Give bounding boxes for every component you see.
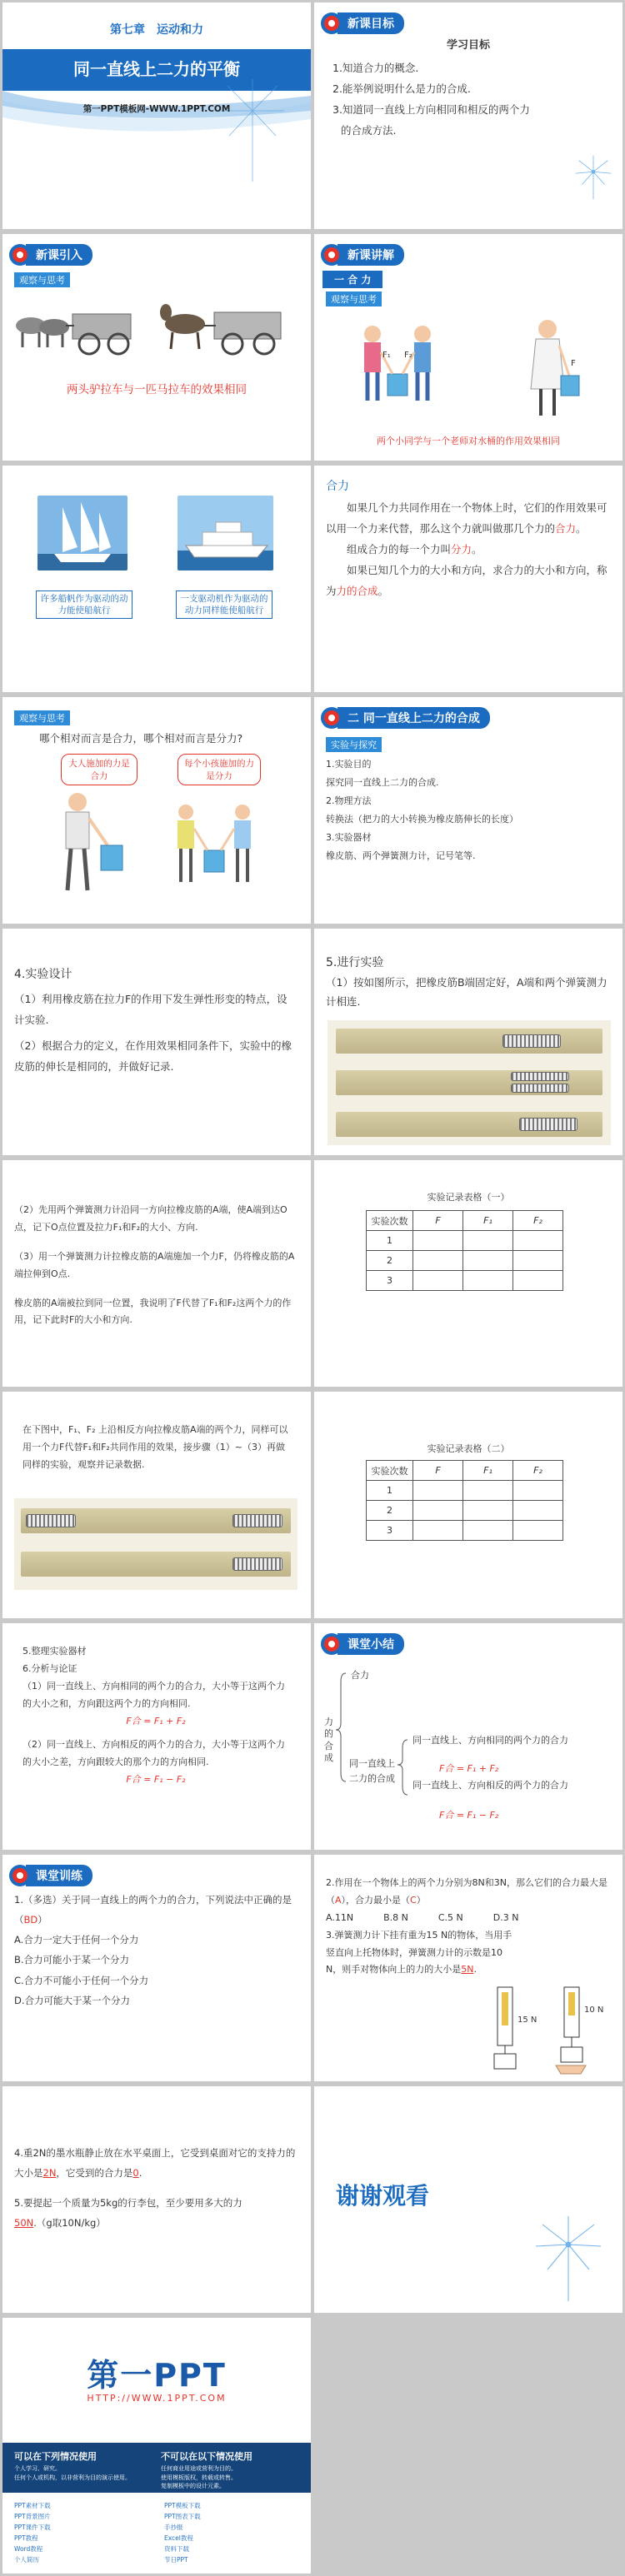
force-label-f2: F₂ xyxy=(404,351,412,360)
spring-scale-diagram xyxy=(481,1984,614,2075)
question-2-options xyxy=(326,1910,609,1927)
header-cell: F xyxy=(413,1211,463,1231)
option: D.3 N xyxy=(492,1911,519,1923)
carrying-water-illustration xyxy=(44,790,286,915)
cruise-ship-photo xyxy=(178,496,273,571)
term-composition: 力的合成 xyxy=(336,585,378,597)
header-cell: F₂ xyxy=(513,1461,563,1481)
answer-2a: A xyxy=(335,1894,342,1906)
formula-difference: F合 = F₁ − F₂ xyxy=(126,1774,186,1786)
slide-exercise-1 xyxy=(2,1855,311,2081)
section-header xyxy=(321,12,622,34)
resource-link[interactable]: PPT教程 xyxy=(14,2534,38,2542)
question-3: 3.弹簧测力计下挂有重为15 N的物体，当用手竖直向上托物体时，弹簧测力计的示数是10 N，则手对物体向上的力的大小是5N. xyxy=(326,1929,512,1976)
answer-3: 5N xyxy=(461,1964,474,1976)
slide-intro xyxy=(2,234,311,461)
section-header xyxy=(321,707,622,729)
summary-leaf-same: 同一直线上、方向相同的两个力的合力 xyxy=(412,1735,568,1746)
which-question: 哪个相对而言是合力，哪个相对而言是分力? xyxy=(39,732,243,745)
header-label: 课堂训练 xyxy=(26,1865,92,1886)
question-1: 1.（多选）关于同一直线上的两个力的合力，下列说法中正确的是（BD） xyxy=(14,1894,292,1926)
opposite-photos xyxy=(14,1498,298,1590)
goal-item: 2.能举例说明什么是力的合成. xyxy=(332,82,471,95)
purpose-text: 探究同一直线上二力的合成. xyxy=(326,777,439,788)
observe-tag: 观察与思考 xyxy=(14,272,70,287)
trial-cell: 3 xyxy=(367,1521,413,1541)
slide-table-1 xyxy=(314,1160,622,1387)
header-label: 课堂小结 xyxy=(338,1633,404,1655)
horse-cart-image xyxy=(160,304,281,354)
answer-4a: 2N xyxy=(42,2167,57,2180)
slide-opposite xyxy=(2,1392,311,1618)
analysis-line: （1）同一直线上、方向相同的两个力的合力，大小等于这两个力的大小之和，方向跟这两个力的方向相同. xyxy=(22,1680,285,1709)
summary-node-composition: 同一直线上二力的合成 xyxy=(349,1758,395,1784)
slide-definition xyxy=(314,466,622,692)
option-a: A.合力一定大于任何一个分力 xyxy=(14,1934,139,1946)
chapter-title: 第七章 运动和力 xyxy=(110,23,203,37)
adult-carrying-image xyxy=(66,793,122,890)
conduct-title: 5.进行实验 xyxy=(326,956,384,969)
target-icon xyxy=(9,244,31,266)
resource-link[interactable]: 资料下载 xyxy=(164,2545,189,2553)
explore-tag: 实验与探究 xyxy=(326,737,382,752)
option: A.11N xyxy=(326,1911,354,1923)
resource-link[interactable]: PPT素材下载 xyxy=(14,2502,51,2509)
summary-leaf-opposite: 同一直线上、方向相反的两个力的合力 xyxy=(412,1780,568,1791)
resource-link[interactable]: 节日PPT xyxy=(164,2556,188,2564)
resource-link[interactable]: 手抄报 xyxy=(164,2524,183,2531)
goals-list xyxy=(332,57,582,141)
option-b: B.合力可能小于某一个分力 xyxy=(14,1954,130,1966)
bubble-children: 每个小孩施加的力是分力 xyxy=(178,754,261,785)
trial-cell: 1 xyxy=(367,1231,413,1251)
term-resultant: 合力 xyxy=(555,522,577,535)
slide-analysis xyxy=(2,1623,311,1850)
kids-teacher-illustration xyxy=(339,317,606,434)
table-1-title: 实验记录表格（一） xyxy=(427,1192,510,1203)
forbidden-item: 复制模板中的设计元素。 xyxy=(161,2483,225,2489)
slide-ships xyxy=(2,466,311,692)
target-icon xyxy=(321,1633,342,1655)
table-header-row xyxy=(367,1461,563,1481)
forbidden-title: 不可以在以下情况使用 xyxy=(161,2451,252,2462)
slide-which-resultant xyxy=(2,697,311,924)
footer-text: 第一PPT模板网-WWW.1PPT.COM xyxy=(82,104,231,114)
bubble-adult: 大人施加的力是合力 xyxy=(61,754,138,785)
intro-caption: 两头驴拉车与一匹马拉车的效果相同 xyxy=(67,383,247,396)
header-cell: 实验次数 xyxy=(367,1211,413,1231)
question-2: 2.作用在一个物体上的两个力分别为8N和3N，那么它们的合力最大是（A），合力最小是（C） xyxy=(326,1877,608,1906)
answer-5: 50N xyxy=(14,2217,34,2230)
donkey-cart-image xyxy=(16,314,131,354)
summary-node-resultant: 合力 xyxy=(351,1670,369,1681)
record-table-2 xyxy=(366,1460,563,1541)
slide-conducting xyxy=(314,929,622,1155)
table-row xyxy=(367,1481,563,1501)
component-paragraph: 组成合力的每一个力叫分力。 xyxy=(347,543,482,556)
record-table-1 xyxy=(366,1210,563,1291)
option: C.5 N xyxy=(438,1911,463,1923)
children-carrying-image xyxy=(178,805,251,882)
header-cell: F₂ xyxy=(513,1211,563,1231)
target-icon xyxy=(321,244,342,266)
header-cell: F₁ xyxy=(463,1211,513,1231)
option-c: C.合力不可能小于任何一个分力 xyxy=(14,1974,149,1986)
forbidden-item: 使用模板版权，转载或转售。 xyxy=(161,2474,237,2481)
question-5: 5.要提起一个质量为5kg的行李包，至少要用多大的力 50N.（g取10N/kg） xyxy=(14,2197,242,2230)
force-label-f: F xyxy=(571,359,576,368)
spring-scale xyxy=(519,1118,578,1131)
two-children-image xyxy=(364,326,431,401)
brand-logo: 第一PPT xyxy=(87,2357,227,2394)
observe-tag: 观察与思考 xyxy=(14,710,70,725)
spring-scale xyxy=(511,1072,569,1081)
carts-illustration xyxy=(6,292,308,367)
spring-scale xyxy=(26,1514,76,1527)
equipment-label: 3.实验器材 xyxy=(326,832,372,843)
analysis-line: 5.整理实验器材 xyxy=(22,1646,87,1657)
answer-1: BD xyxy=(23,1914,38,1926)
spring-scale xyxy=(232,1514,282,1527)
header-label: 新课引入 xyxy=(26,244,92,266)
resource-link[interactable]: PPT背景图片 xyxy=(14,2513,51,2520)
summary-formula-difference: F合 = F₁ − F₂ xyxy=(439,1810,499,1821)
trial-cell: 2 xyxy=(367,1251,413,1271)
slide-thanks xyxy=(314,2086,622,2313)
resource-link[interactable]: 个人简历 xyxy=(14,2556,39,2564)
slide-experiment-setup xyxy=(314,697,622,924)
trial-cell: 2 xyxy=(367,1501,413,1521)
brand-url[interactable]: HTTP://WWW.1PPT.COM xyxy=(87,2393,227,2404)
experiment-info xyxy=(326,755,609,865)
allowed-title: 可以在下列情况使用 xyxy=(14,2451,97,2462)
header-label: 二 同一直线上二力的合成 xyxy=(338,707,490,729)
slide-exercise-2 xyxy=(314,1855,622,2081)
resource-link[interactable]: Word教程 xyxy=(14,2545,43,2553)
section-header xyxy=(321,244,622,266)
step-conclusion: 橡皮筋的A端被拉到同一位置，我说明了F代替了F₁和F₂这两个力的作用，记下此时F的大小和方向. xyxy=(14,1297,292,1326)
spring-scale xyxy=(511,1084,569,1093)
analysis-line: （2）同一直线上、方向相反的两个力的合力，大小等于这两个力的大小之差，方向跟较大的那个力的方向相同. xyxy=(22,1739,285,1768)
table-row xyxy=(367,1501,563,1521)
rubber-band-photos xyxy=(328,1020,611,1145)
composition-paragraph: 如果已知几个力的大小和方向，求合力的大小和方向，称为力的合成。 xyxy=(326,564,608,597)
step-2: （2）先用两个弹簧测力计沿同一方向拉橡皮筋的A端，使A端到达O点，记下O点位置及拉力F₁和F₂的大小、方向. xyxy=(14,1204,288,1233)
answer-4b: 0 xyxy=(132,2167,139,2180)
method-label: 2.物理方法 xyxy=(326,795,372,806)
slide-table-2 xyxy=(314,1392,622,1618)
slide-goals xyxy=(314,2,622,229)
trial-cell: 3 xyxy=(367,1271,413,1291)
force-label-f1: F₁ xyxy=(382,351,391,360)
formula-sum: F合 = F₁ + F₂ xyxy=(126,1715,186,1726)
dandelion-icon xyxy=(569,152,618,201)
resource-link[interactable]: PPT图表下载 xyxy=(164,2513,201,2520)
goal-item: 1.知道合力的概念. xyxy=(332,62,419,74)
allowed-item: 任何个人或机构，以非营利为目的演示使用。 xyxy=(14,2474,131,2481)
summary-root: 力的合成 xyxy=(324,1717,333,1763)
slide-brand xyxy=(2,2318,311,2574)
target-icon xyxy=(321,707,342,729)
ship-caption: 一支驱动机作为驱动的动力同样能使船航行 xyxy=(176,590,272,619)
design-title: 4.实验设计 xyxy=(14,968,72,981)
slide-design xyxy=(2,929,311,1155)
thanks-text: 谢谢观看 xyxy=(336,2182,430,2210)
slide-steps xyxy=(2,1160,311,1387)
section-header xyxy=(9,244,311,266)
header-cell: F xyxy=(413,1461,463,1481)
summary-formula-sum: F合 = F₁ + F₂ xyxy=(439,1763,499,1774)
sail-caption: 许多船帆作为驱动的动力能使船航行 xyxy=(36,590,132,619)
answer-2b: C xyxy=(410,1894,417,1906)
slide-exercise-3 xyxy=(2,2086,311,2313)
resource-link[interactable]: Excel教程 xyxy=(164,2534,193,2542)
usage-banner xyxy=(2,2443,311,2493)
goal-item: 的合成方法. xyxy=(341,124,397,137)
setup-photo-1 xyxy=(336,1029,602,1054)
target-icon xyxy=(9,1865,31,1886)
analysis-line: 6.分析与论证 xyxy=(22,1662,78,1674)
resource-link[interactable]: PPT课件下载 xyxy=(14,2524,51,2531)
definition-title: 合力 xyxy=(326,480,349,493)
scale-reading-10n: 10 N xyxy=(584,2005,604,2015)
conduct-text: （1）按如图所示，把橡皮筋B端固定好，A端和两个弹簧测力计相连. xyxy=(326,976,608,1008)
table-row xyxy=(367,1251,563,1271)
resource-link[interactable]: PPT模板下载 xyxy=(164,2502,201,2509)
resource-links xyxy=(14,2501,298,2564)
slide-title xyxy=(2,2,311,229)
slide-resultant xyxy=(314,234,622,461)
table-row xyxy=(367,1231,563,1251)
allowed-item: 个人学习、研究。 xyxy=(14,2465,61,2472)
opposite-text: 在下图中，F₁、F₂ 上沿相反方向拉橡皮筋A端的两个力，同样可以用一个力F代替F₁和F₂共同作用的效果，接步骤（1）~（3）再做同样的实验，观察并记录数据. xyxy=(22,1424,288,1470)
header-cell: 实验次数 xyxy=(367,1461,413,1481)
table-row xyxy=(367,1521,563,1541)
goals-subtitle: 学习目标 xyxy=(446,39,490,52)
spring-scale xyxy=(502,1034,561,1048)
definition-paragraph: 如果几个力共同作用在一个物体上时，它们的作用效果可以用一个力来代替，那么这个力就叫做那几个力的合力。 xyxy=(326,501,608,535)
question-4: 4.重2N的墨水瓶静止放在水平桌面上，它受到桌面对它的支持力的大小是2N，它受到的合力是0. xyxy=(14,2147,296,2180)
spring-scale xyxy=(232,1557,282,1571)
table-header-row xyxy=(367,1211,563,1231)
forbidden-item: 任何商业用途或营利为目的。 xyxy=(161,2465,237,2472)
observe-tag: 观察与思考 xyxy=(326,291,382,306)
step-3: （3）用一个弹簧测力计拉橡皮筋的A端施加一个力F，仍将橡皮筋的A端拉伸到O点. xyxy=(14,1250,295,1279)
sailboat-photo xyxy=(38,496,128,571)
lesson-title: 同一直线上二力的平衡 xyxy=(73,59,240,79)
header-label: 新课讲解 xyxy=(338,244,404,266)
purpose-label: 1.实验目的 xyxy=(326,759,372,770)
resultant-caption: 两个小同学与一个老师对水桶的作用效果相同 xyxy=(377,436,560,446)
design-point: （2）根据合力的定义，在作用效果相同条件下，实验中的橡皮筋的伸长是相同的，并做好记录. xyxy=(14,1039,292,1073)
method-text: 转换法（把力的大小转换为橡皮筋伸长的长度） xyxy=(326,814,518,825)
trial-cell: 1 xyxy=(367,1481,413,1501)
design-point: （1）利用橡皮筋在拉力F的作用下发生弹性形变的特点，设计实验. xyxy=(14,993,288,1026)
dandelion-icon xyxy=(522,2211,614,2303)
section-label: 一 合 力 xyxy=(322,271,382,288)
target-icon xyxy=(321,12,342,34)
option-d: D.合力可能大于某一个分力 xyxy=(14,1994,131,2006)
header-label: 新课目标 xyxy=(338,12,404,34)
scale-reading-15n: 15 N xyxy=(518,2015,538,2025)
equipment-text: 橡皮筋、两个弹簧测力计，记号笔等. xyxy=(326,850,476,861)
option: B.8 N xyxy=(383,1911,408,1923)
term-component: 分力 xyxy=(451,543,472,556)
table-row xyxy=(367,1271,563,1291)
table-2-title: 实验记录表格（二） xyxy=(427,1443,510,1454)
goal-item: 3.知道同一直线上方向相同和相反的两个力 xyxy=(332,103,530,116)
header-cell: F₁ xyxy=(463,1461,513,1481)
section-header xyxy=(9,1865,311,1886)
slide-summary xyxy=(314,1623,622,1850)
